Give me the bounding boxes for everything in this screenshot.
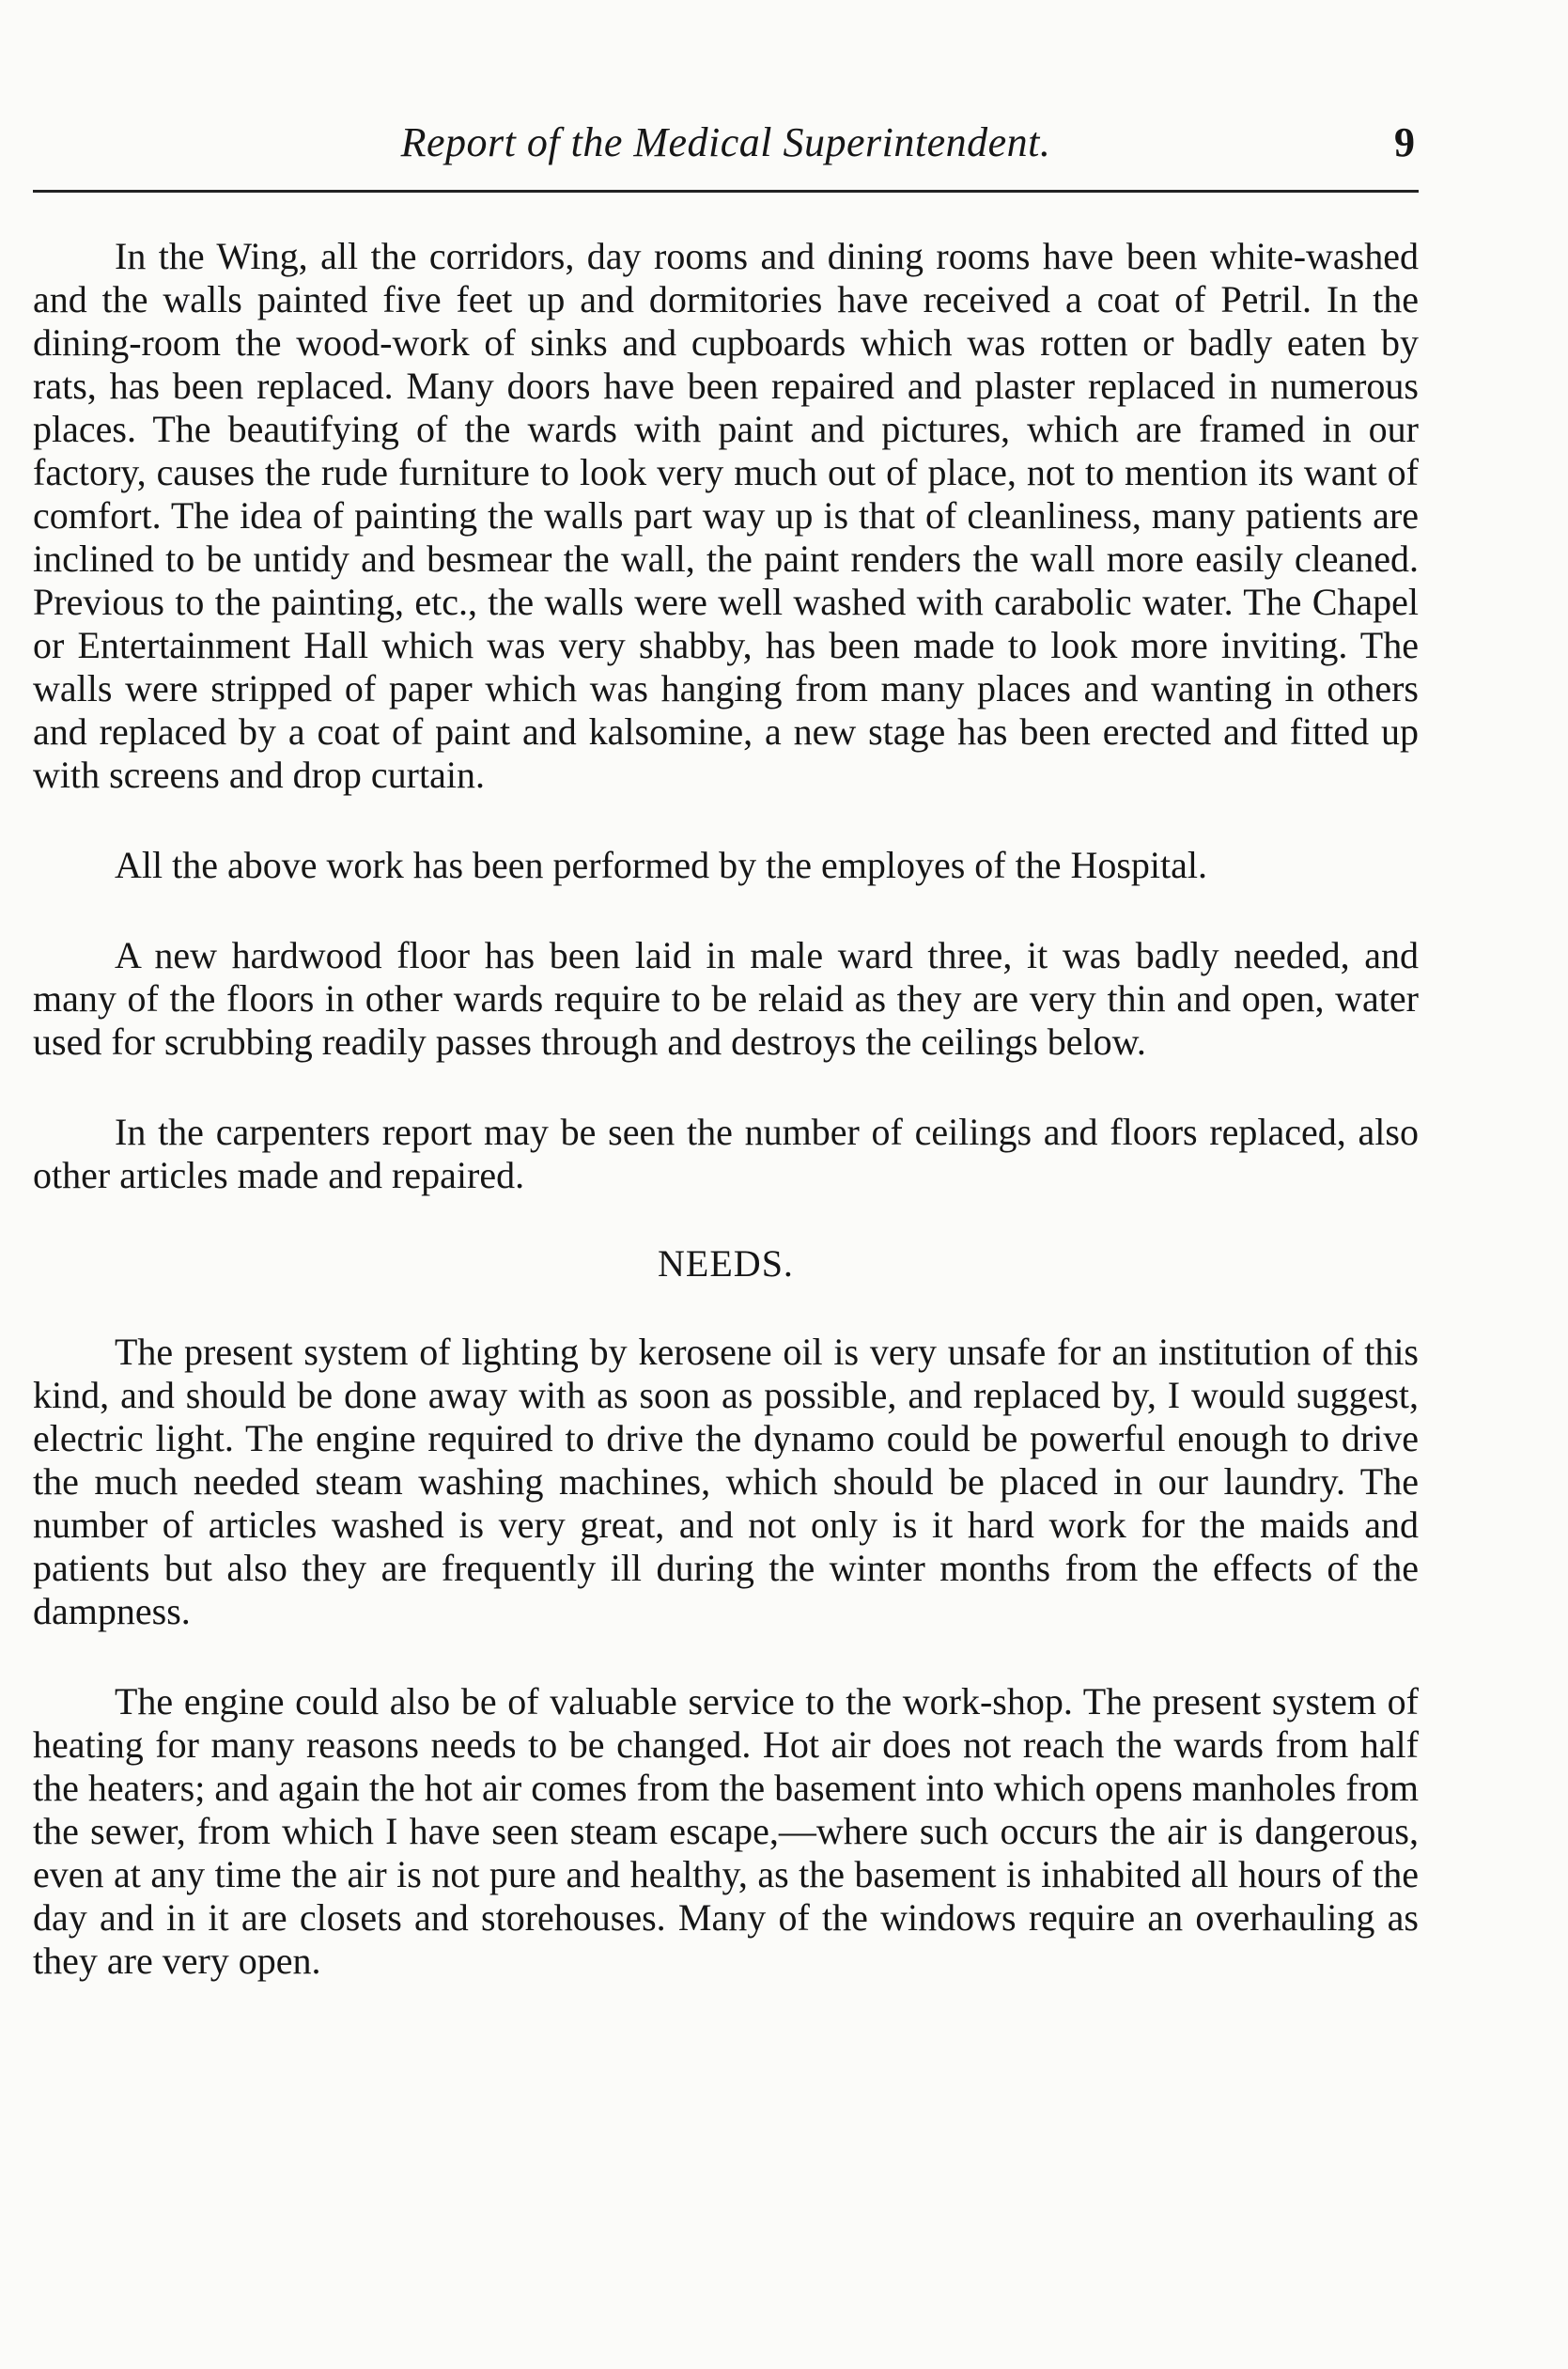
document-body: [33, 235, 1419, 1983]
running-header: [33, 115, 1419, 171]
paragraph-gap: [33, 887, 1419, 934]
paragraph-gap: [33, 1633, 1419, 1680]
paragraph-engine-heating: The engine could also be of valuable service to the work-shop. The present system of heating for many reasons needs to be changed. Hot air does not reach the wards from half the heaters; and again the hot air comes from the basement into which opens manholes from the sewer, from which I have seen steam escape,—where such occurs the air is dangerous, even at any time the air is not pure and healthy, as the basement is inhabited all hours of the day and in it are closets and storehouses. Many of the windows require an overhauling as they are very open.: [33, 1680, 1419, 1982]
paragraph-wing-repairs: In the Wing, all the corridors, day rooms and dining rooms have been white-washed and the walls painted five feet up and dormitories have received a coat of Petril. In the dining-room the wood-work of sinks and cupboards which was rotten or badly eaten by rats, has been replaced. Many doors have been repaired and plaster replaced in numerous places. The beautifying of the wards with paint and pictures, which are framed in our factory, causes the rude furniture to look very much out of place, not to mention its want of comfort. The idea of painting the walls part way up is that of cleanliness, many patients are inclined to be untidy and besmear the wall, the paint renders the wall more easily cleaned. Previous to the painting, etc., the walls were well washed with carabolic water. The Chapel or Entertainment Hall which was very shabby, has been made to look more inviting. The walls were stripped of paper which was hanging from many places and wanting in others and replaced by a coat of paint and kalsomine, a new stage has been erected and fitted up with screens and drop curtain.: [33, 235, 1419, 796]
paragraph-hardwood-floor: A new hardwood floor has been laid in male ward three, it was badly needed, and many of the floors in other wards require to be relaid as they are very thin and open, water used for scrubbing readily passes through and destroys the ceilings below.: [33, 934, 1419, 1063]
paragraph-lighting: The present system of lighting by kerosene oil is very unsafe for an institution of this kind, and should be done away with as soon as possible, and replaced by, I would suggest, electric light. The engine required to drive the dynamo could be powerful enough to drive the much needed steam washing machines, which should be placed in our laundry. The number of articles washed is very great, and not only is it hard work for the maids and patients but also they are frequently ill during the winter months from the effects of the dampness.: [33, 1331, 1419, 1632]
page-number: 9: [1394, 119, 1415, 165]
paragraph-gap: [33, 1286, 1419, 1331]
paragraph-gap: [33, 1064, 1419, 1111]
header-title: Report of the Medical Superintendent.: [400, 119, 1051, 165]
paragraph-carpenters-report: In the carpenters report may be seen the number of ceilings and floors replaced, also other articles made and repaired.: [33, 1111, 1419, 1196]
section-heading-needs: NEEDS.: [658, 1242, 794, 1285]
paragraph-employes-work: All the above work has been performed by the employes of the Hospital.: [115, 844, 1208, 886]
header-rule: [33, 190, 1419, 193]
paragraph-gap: [33, 1197, 1419, 1242]
paragraph-gap: [33, 797, 1419, 844]
